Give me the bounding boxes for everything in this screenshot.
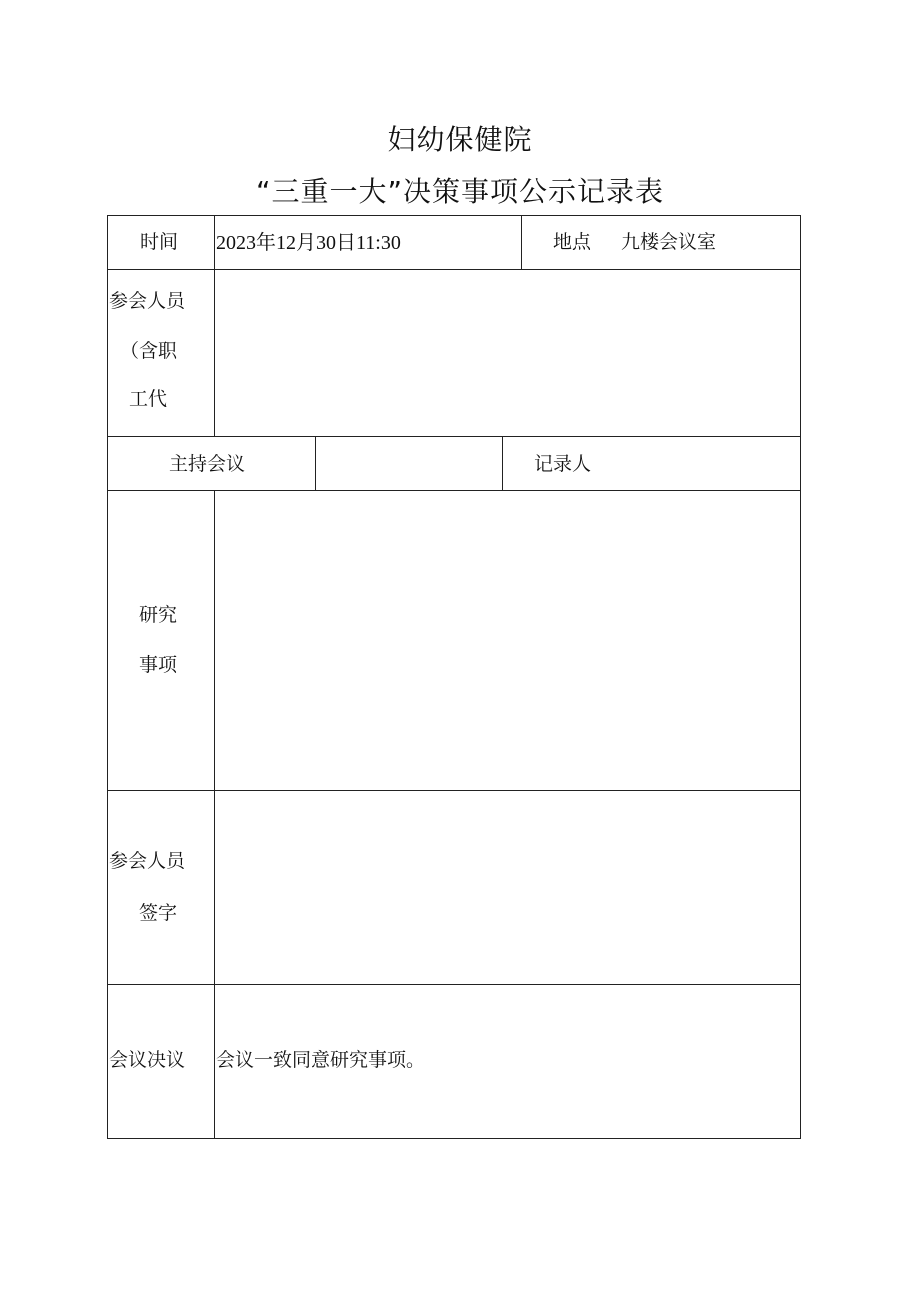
resolution-value: 会议一致同意研究事项。 — [216, 1049, 426, 1071]
attendees-label-line2: （含职 — [120, 340, 178, 362]
row-divider — [107, 790, 801, 791]
column-divider — [214, 490, 215, 1139]
signature-label-line1: 参会人员 — [109, 850, 186, 872]
location-label: 地点 — [553, 231, 592, 253]
table-border — [107, 215, 801, 1139]
recorder-label: 记录人 — [534, 453, 592, 475]
row-divider — [107, 490, 801, 491]
time-label: 时间 — [140, 231, 179, 253]
research-label-line2: 事项 — [139, 654, 178, 676]
resolution-label: 会议决议 — [109, 1049, 186, 1071]
host-label: 主持会议 — [169, 453, 246, 475]
attendees-label-line3: 工代 — [129, 388, 168, 410]
document-title: 妇幼保健院 — [387, 123, 533, 156]
column-divider — [521, 215, 522, 270]
document-subtitle: “三重一大”决策事项公示记录表 — [255, 175, 664, 208]
row-divider — [107, 984, 801, 985]
row-divider — [107, 269, 801, 270]
column-divider — [315, 436, 316, 491]
row-divider — [107, 436, 801, 437]
column-divider — [502, 436, 503, 491]
attendees-label-line1: 参会人员 — [109, 290, 186, 312]
location-value: 九楼会议室 — [621, 231, 717, 253]
column-divider — [214, 215, 215, 437]
research-label-line1: 研究 — [139, 604, 178, 626]
time-value: 2023年12月30日11:30 — [216, 232, 401, 254]
signature-label-line2: 签字 — [139, 902, 178, 924]
